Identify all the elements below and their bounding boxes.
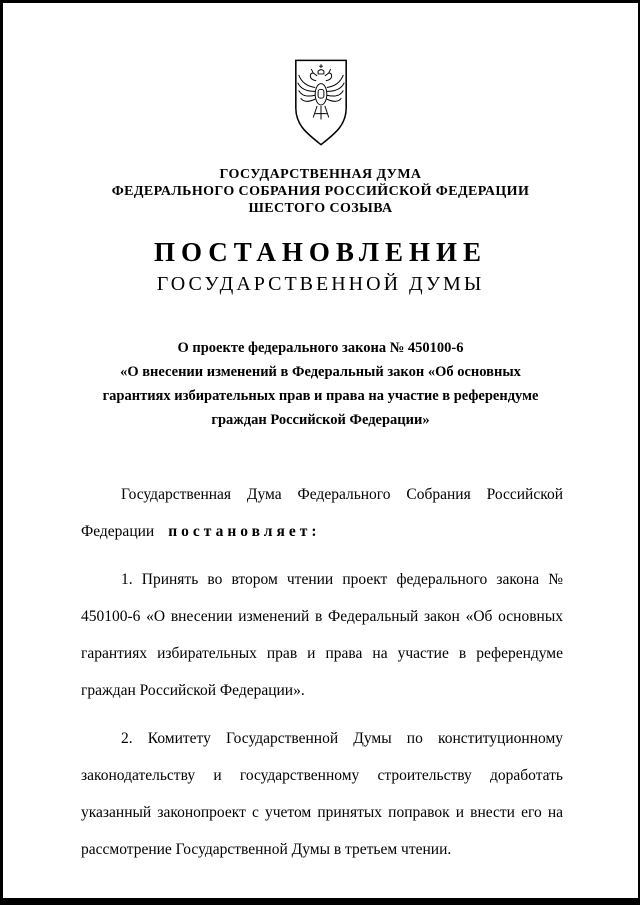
- resolution-verb: постановляет:: [168, 523, 321, 540]
- document-subject: [3, 336, 638, 432]
- issuing-authority: [3, 166, 638, 217]
- authority-line-3: ШЕСТОГО СОЗЫВА: [248, 201, 393, 216]
- subject-line-2: «О внесении изменений в Федеральный закон «Об основных: [120, 364, 521, 380]
- authority-line-1: ГОСУДАРСТВЕННАЯ ДУМА: [219, 167, 422, 182]
- document-type-title: ПОСТАНОВЛЕНИЕ: [153, 237, 488, 267]
- russian-coat-of-arms-icon: [3, 3, 638, 154]
- paragraph-item-1: 1. Принять во втором чтении проект федерального закона № 450100-6 «О внесении изменений в Федеральный закон «Об основных гарантиях избирательных прав и права на участие в референдуме граждан Российской Федерации».: [81, 571, 563, 699]
- document-body: [81, 476, 563, 868]
- resolution-intro-text: Государственная Дума Федерального Собрания Российской Федерации: [81, 486, 563, 540]
- subject-line-3: гарантиях избирательных прав и права на участие в референдуме: [102, 388, 539, 404]
- subject-line-1: О проекте федерального закона № 450100-6: [177, 340, 464, 356]
- paragraph-resolution-intro: [81, 476, 563, 550]
- document-type-subtitle: ГОСУДАРСТВЕННОЙ ДУМЫ: [156, 273, 485, 295]
- paragraph-item-2: 2. Комитету Государственной Думы по конституционному законодательству и государственному строительству доработать указанный законопроект с учетом принятых поправок и внести его на рассмотрение Государственной Думы в третьем чтении.: [81, 730, 563, 858]
- subject-line-4: граждан Российской Федерации»: [211, 412, 430, 428]
- authority-line-2: ФЕДЕРАЛЬНОГО СОБРАНИЯ РОССИЙСКОЙ ФЕДЕРАЦИИ: [111, 184, 530, 199]
